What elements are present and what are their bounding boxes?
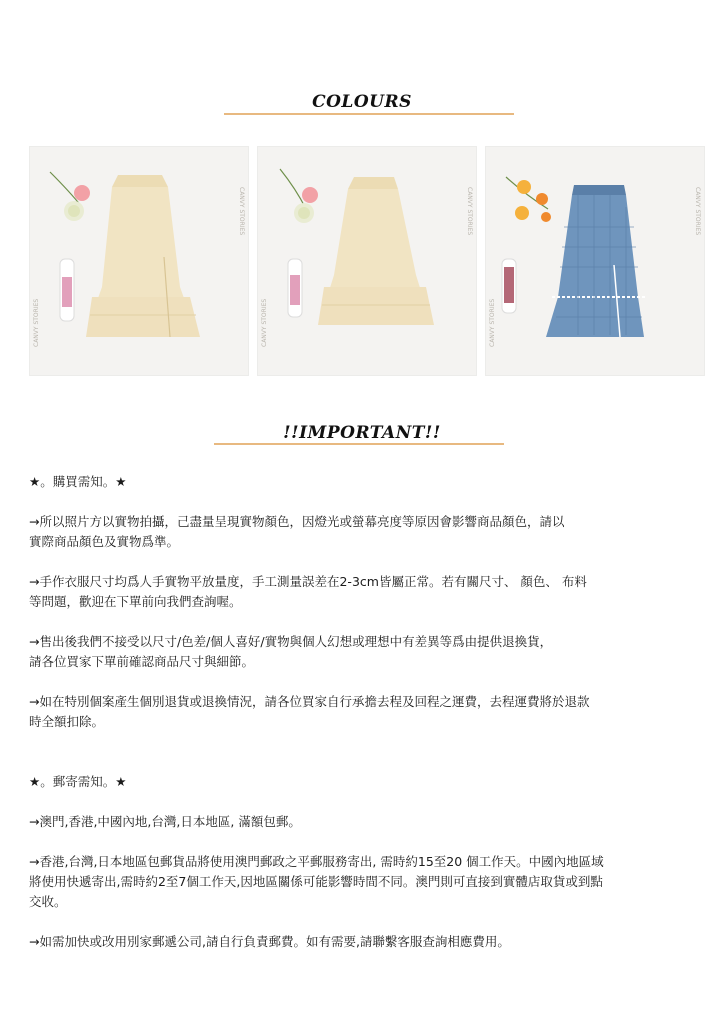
cream-skirt-illustration: [30, 147, 248, 375]
important-heading: !!IMPORTANT!!: [283, 423, 441, 443]
notes-section: [29, 472, 669, 952]
svg-text:CANVY STORIES: CANVY STORIES: [261, 298, 268, 347]
colour-swatch-gallery: [29, 146, 705, 376]
purchase-notice-item: →如在特別個案產生個別退貨或退換情況，請各位買家自行承擔去程及回程之運費，去程運費將於退款 時全額扣除。: [29, 694, 590, 729]
shipping-notice-item: →香港,台灣,日本地區包郵貨品將使用澳門郵政之平郵服務寄出, 需時約15至20 個工作天。中國內地區域 將使用快遞寄出,需時約2至7個工作天,因地區關係可能影響時間不同。澳門則可直接到實體店取貨或到點 交收。: [29, 854, 604, 909]
cream-skirt-illustration: [258, 147, 476, 375]
shipping-notice-item: →澳門,香港,中國內地,台灣,日本地區, 滿額包郵。: [29, 814, 301, 829]
purchase-notice-item: →所以照片方以實物拍攝，己盡量呈現實物顏色，因燈光或螢幕亮度等原因會影響商品顏色，請以 實際商品顏色及實物爲準。: [29, 514, 565, 549]
svg-text:CANVY STORIES: CANVY STORIES: [694, 187, 701, 236]
colours-heading-rule: [224, 113, 514, 115]
blue-skirt-illustration: [486, 147, 704, 375]
colour-swatch-photo-cream-1[interactable]: [29, 146, 249, 376]
svg-text:CANVY STORIES: CANVY STORIES: [33, 298, 40, 347]
colours-heading: COLOURS: [312, 92, 412, 112]
purchase-notice-heading: ★。購買需知。★: [29, 474, 127, 489]
shipping-notice-heading: ★。郵寄需知。★: [29, 774, 127, 789]
colour-swatch-photo-blue[interactable]: [485, 146, 705, 376]
purchase-notice-item: →售出後我們不接受以尺寸/色差/個人喜好/實物與個人幻想或理想中有差異等爲由提供退換貨， 請各位買家下單前確認商品尺寸與細節。: [29, 634, 553, 669]
colour-swatch-photo-cream-2[interactable]: [257, 146, 477, 376]
svg-text:CANVY STORIES: CANVY STORIES: [489, 298, 496, 347]
important-heading-rule: [214, 443, 504, 445]
svg-text:CANVY STORIES: CANVY STORIES: [466, 187, 473, 236]
purchase-notice-item: →手作衣服尺寸均爲人手實物平放量度，手工測量誤差在2-3cm皆屬正常。若有關尺寸、 顏色、 布料 等問題，歡迎在下單前向我們查詢喔。: [29, 574, 587, 609]
svg-text:CANVY STORIES: CANVY STORIES: [238, 187, 245, 236]
shipping-notice-item: →如需加快或改用別家郵遞公司,請自行負責郵費。如有需要,請聯繫客服查詢相應費用。: [29, 934, 510, 949]
